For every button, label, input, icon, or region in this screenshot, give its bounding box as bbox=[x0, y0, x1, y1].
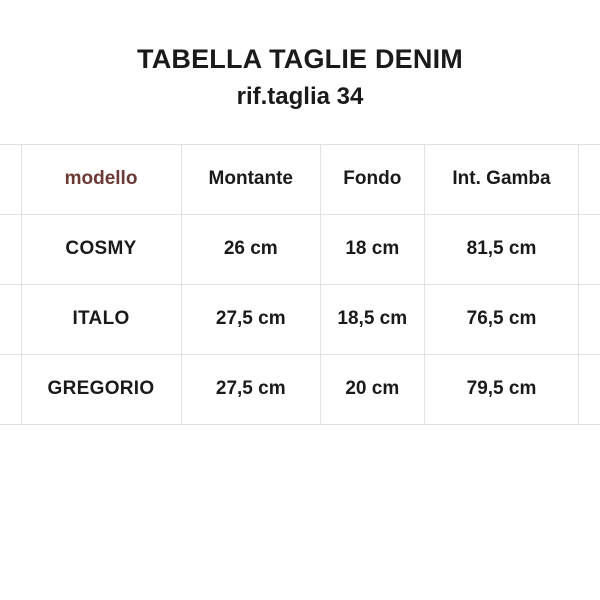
header-fondo: Fondo bbox=[321, 144, 425, 214]
cell-fondo: 18 cm bbox=[321, 214, 425, 284]
cell-int-gamba: 79,5 cm bbox=[424, 354, 579, 424]
spacer-cell-left bbox=[0, 354, 21, 424]
cell-modello: GREGORIO bbox=[21, 354, 181, 424]
header-int-gamba: Int. Gamba bbox=[424, 144, 579, 214]
spacer-cell-right bbox=[579, 214, 600, 284]
cell-fondo: 18,5 cm bbox=[321, 284, 425, 354]
table-header-row bbox=[0, 144, 600, 214]
title-block bbox=[0, 0, 600, 112]
size-table-container bbox=[0, 144, 600, 425]
page-subtitle: rif.taglia 34 bbox=[236, 83, 364, 111]
spacer-cell-left bbox=[0, 144, 21, 214]
cell-modello: COSMY bbox=[21, 214, 181, 284]
spacer-cell-left bbox=[0, 284, 21, 354]
spacer-cell-right bbox=[579, 284, 600, 354]
cell-montante: 27,5 cm bbox=[181, 284, 320, 354]
table-row bbox=[0, 214, 600, 284]
spacer-cell-right bbox=[579, 354, 600, 424]
cell-int-gamba: 76,5 cm bbox=[424, 284, 579, 354]
cell-int-gamba: 81,5 cm bbox=[424, 214, 579, 284]
header-modello: modello bbox=[21, 144, 181, 214]
table-row bbox=[0, 354, 600, 424]
cell-montante: 27,5 cm bbox=[181, 354, 320, 424]
cell-modello: ITALO bbox=[21, 284, 181, 354]
cell-montante: 26 cm bbox=[181, 214, 320, 284]
header-montante: Montante bbox=[181, 144, 320, 214]
cell-fondo: 20 cm bbox=[321, 354, 425, 424]
spacer-cell-right bbox=[579, 144, 600, 214]
size-table bbox=[0, 144, 600, 425]
page-title: TABELLA TAGLIE DENIM bbox=[137, 44, 463, 74]
table-row bbox=[0, 284, 600, 354]
spacer-cell-left bbox=[0, 214, 21, 284]
